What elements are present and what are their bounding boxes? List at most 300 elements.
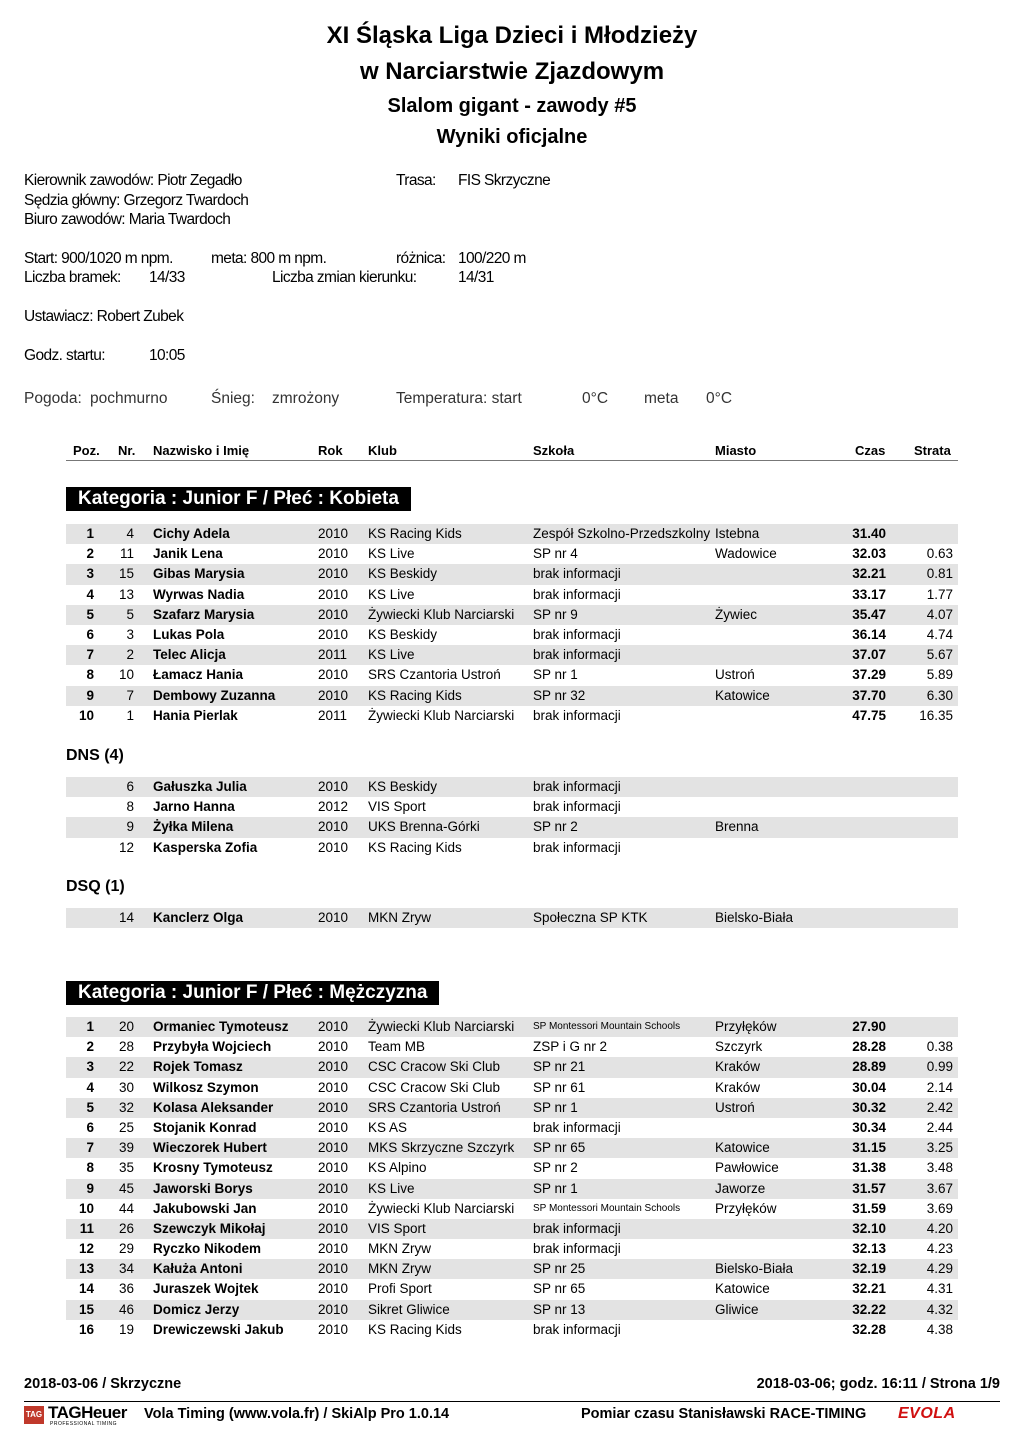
results-table-female — [66, 524, 958, 726]
cell-position: 1 — [86, 1019, 94, 1034]
cell-club: KS Beskidy — [368, 626, 438, 642]
cell-position: 15 — [78, 1301, 94, 1317]
cell-time: 32.19 — [852, 1261, 886, 1277]
cell-year: 2012 — [318, 799, 349, 815]
cell-position: 4 — [86, 1079, 94, 1095]
trasa-value: FIS Skrzyczne — [458, 172, 551, 189]
cell-city: Gliwice — [715, 1301, 759, 1317]
col-strata: Strata — [914, 443, 951, 458]
roznica-value: 100/220 m — [458, 250, 526, 267]
cell-position: 4 — [86, 586, 94, 602]
cell-name: Rojek Tomasz — [153, 1059, 243, 1075]
cell-position: 2 — [86, 1039, 94, 1055]
cell-school: Społeczna SP KTK — [533, 910, 648, 925]
table-row — [66, 544, 958, 564]
cell-name: Drewiczewski Jakub — [153, 1321, 284, 1337]
cell-school: brak informacji — [533, 1241, 621, 1257]
cell-school: SP nr 4 — [533, 546, 578, 562]
cell-year: 2010 — [318, 1261, 349, 1277]
cell-name: Juraszek Wojtek — [153, 1281, 259, 1297]
cell-club: CSC Cracow Ski Club — [368, 1079, 501, 1095]
cell-club: KS Live — [368, 1180, 415, 1196]
cell-time: 28.28 — [852, 1039, 886, 1055]
cell-bib-number: 1 — [126, 707, 134, 723]
cell-club: Żywiecki Klub Narciarski — [368, 1200, 515, 1216]
cell-time: 31.15 — [852, 1140, 886, 1156]
cell-name: Szafarz Marysia — [153, 606, 255, 622]
cell-club: Żywiecki Klub Narciarski — [368, 707, 515, 723]
cell-time: 32.13 — [852, 1241, 886, 1257]
cell-bib-number: 28 — [118, 1039, 134, 1055]
cell-name: Kasperska Zofia — [153, 839, 258, 855]
cell-position: 11 — [79, 1220, 94, 1236]
cell-position: 1 — [86, 526, 94, 541]
temp-start: 0°C — [582, 390, 609, 407]
cell-club: KS Racing Kids — [368, 1321, 462, 1337]
cell-position: 10 — [78, 1200, 94, 1216]
cell-year: 2010 — [318, 1200, 349, 1216]
cell-city: Ustroń — [715, 667, 755, 683]
cell-gap: 4.29 — [926, 1261, 953, 1277]
cell-school: ZSP i G nr 2 — [533, 1039, 608, 1055]
cell-year: 2010 — [318, 839, 349, 855]
cell-gap: 2.44 — [926, 1119, 953, 1135]
cell-year: 2010 — [318, 606, 349, 622]
cell-position: 6 — [86, 626, 94, 642]
cell-position: 6 — [86, 1119, 94, 1135]
cell-time: 32.21 — [852, 1281, 886, 1297]
godz-label: Godz. startu: — [24, 347, 105, 364]
cell-city: Katowice — [715, 687, 770, 703]
cell-name: Kanclerz Olga — [153, 910, 244, 925]
cell-club: MKS Skrzyczne Szczyrk — [368, 1140, 515, 1156]
col-czas: Czas — [855, 443, 886, 458]
cell-school: SP nr 1 — [533, 1180, 578, 1196]
cell-school: SP nr 25 — [533, 1261, 586, 1277]
cell-year: 2010 — [318, 1119, 349, 1135]
table-row — [66, 1158, 958, 1178]
table-row — [66, 1259, 958, 1279]
cell-gap: 4.32 — [926, 1301, 953, 1317]
cell-time: 37.29 — [852, 667, 886, 683]
cell-name: Lukas Pola — [153, 626, 225, 642]
cell-club: KS Beskidy — [368, 566, 438, 582]
cell-name: Przybyła Wojciech — [153, 1039, 272, 1055]
cell-city: Bielsko-Biała — [715, 910, 794, 925]
cell-city: Bielsko-Biała — [715, 1261, 794, 1277]
cell-school: brak informacji — [533, 586, 621, 602]
cell-bib-number: 39 — [118, 1140, 134, 1156]
cell-time: 35.47 — [852, 606, 886, 622]
cell-city: Brenna — [715, 819, 759, 835]
cell-time: 47.75 — [852, 707, 886, 723]
cell-school: SP nr 1 — [533, 667, 578, 683]
bramki-label: Liczba bramek: — [24, 269, 121, 286]
table-row — [66, 1098, 958, 1118]
cell-club: Żywiecki Klub Narciarski — [368, 606, 515, 622]
temp-meta-label: meta — [644, 390, 679, 407]
footer-date-place: 2018-03-06 / Skrzyczne — [24, 1376, 182, 1392]
cell-name: Kolasa Aleksander — [153, 1099, 274, 1115]
cell-club: CSC Cracow Ski Club — [368, 1059, 501, 1075]
cell-school: SP nr 13 — [533, 1301, 586, 1317]
cell-time: 32.21 — [852, 566, 886, 582]
cell-gap: 0.38 — [926, 1039, 953, 1055]
title-line-1: XI Śląska Liga Dzieci i Młodzieży — [326, 22, 698, 49]
cell-school: brak informacji — [533, 566, 621, 582]
cell-club: KS Beskidy — [368, 779, 438, 794]
cell-name: Kałuża Antoni — [153, 1261, 243, 1277]
cell-city: Ustroń — [715, 1099, 755, 1115]
table-row — [66, 665, 958, 685]
cell-club: KS Racing Kids — [368, 687, 462, 703]
cell-city: Żywiec — [715, 606, 758, 622]
cell-school: brak informacji — [533, 647, 621, 663]
cell-bib-number: 5 — [126, 606, 134, 622]
cell-gap: 3.48 — [926, 1160, 953, 1176]
cell-position: 9 — [86, 687, 94, 703]
table-row — [66, 777, 958, 797]
cell-time: 32.22 — [852, 1301, 886, 1317]
table-row — [66, 1300, 958, 1320]
table-row — [66, 524, 958, 544]
cell-city: Kraków — [715, 1079, 761, 1095]
cell-year: 2010 — [318, 1099, 349, 1115]
bramki-value: 14/33 — [149, 269, 185, 286]
col-rok: Rok — [318, 443, 343, 458]
start-info: Start: 900/1020 m npm. — [24, 250, 173, 267]
col-szkola: Szkoła — [533, 443, 575, 458]
cell-bib-number: 35 — [118, 1160, 134, 1176]
cell-school: brak informacji — [533, 626, 621, 642]
cell-time: 31.40 — [852, 526, 886, 541]
cell-club: Profi Sport — [368, 1281, 432, 1297]
cell-bib-number: 30 — [118, 1079, 134, 1095]
cell-school: brak informacji — [533, 1321, 621, 1337]
table-row — [66, 686, 958, 706]
tagheuer-logo: TAGHeuer — [48, 1403, 127, 1422]
cell-year: 2010 — [318, 819, 349, 835]
temp-label: Temperatura: start — [396, 390, 522, 407]
cell-gap: 4.20 — [926, 1220, 953, 1236]
cell-school: SP Montessori Mountain Schools — [533, 1021, 681, 1032]
cell-bib-number: 36 — [118, 1281, 134, 1297]
cell-club: KS Racing Kids — [368, 526, 462, 541]
cell-time: 32.03 — [852, 546, 886, 562]
dns-table — [66, 777, 958, 858]
cell-bib-number: 20 — [118, 1019, 134, 1034]
cell-position: 12 — [78, 1241, 94, 1257]
cell-year: 2011 — [318, 707, 348, 723]
cell-time: 32.28 — [852, 1321, 886, 1337]
table-row — [66, 706, 958, 726]
tagheuer-shield-icon: TAG — [24, 1406, 44, 1424]
vola-logo: EVOLA — [898, 1405, 956, 1422]
footer-page-info: 2018-03-06; godz. 16:11 / Strona 1/9 — [756, 1376, 1000, 1392]
cell-year: 2010 — [318, 1039, 349, 1055]
cell-club: Team MB — [368, 1039, 426, 1055]
cell-school: SP nr 61 — [533, 1079, 586, 1095]
cell-name: Żyłka Milena — [153, 819, 234, 835]
cell-position: 7 — [86, 1140, 94, 1156]
cell-bib-number: 32 — [118, 1099, 134, 1115]
biuro-info: Biuro zawodów: Maria Twardoch — [24, 211, 231, 228]
dsq-table — [66, 908, 958, 928]
cell-position: 16 — [78, 1321, 94, 1337]
table-row — [66, 1239, 958, 1259]
cell-bib-number: 10 — [118, 667, 134, 683]
cell-bib-number: 15 — [118, 566, 134, 582]
cell-name: Gałuszka Julia — [153, 779, 247, 794]
zmiany-value: 14/31 — [458, 269, 494, 286]
cell-gap: 0.81 — [926, 566, 953, 582]
cell-name: Wilkosz Szymon — [153, 1079, 259, 1095]
cell-bib-number: 11 — [119, 546, 134, 562]
cell-club: KS AS — [368, 1119, 408, 1135]
cell-school: Zespół Szkolno-Przedszkolny — [533, 526, 711, 541]
cell-school: SP nr 2 — [533, 819, 578, 835]
cell-year: 2010 — [318, 1019, 349, 1034]
cell-name: Szewczyk Mikołaj — [153, 1220, 266, 1236]
tagheuer-subtitle: PROFESSIONAL TIMING — [50, 1421, 118, 1427]
cell-time: 28.89 — [852, 1059, 886, 1075]
cell-club: SRS Czantoria Ustroń — [368, 1099, 501, 1115]
table-row — [66, 645, 958, 665]
cell-gap: 4.74 — [926, 626, 953, 642]
cell-bib-number: 12 — [118, 839, 134, 855]
cell-gap: 16.35 — [919, 707, 953, 723]
cell-time: 31.57 — [852, 1180, 886, 1196]
table-row — [66, 817, 958, 837]
cell-gap: 3.25 — [926, 1140, 953, 1156]
cell-gap: 5.67 — [926, 647, 953, 663]
cell-name: Jarno Hanna — [153, 799, 235, 815]
table-row — [66, 797, 958, 817]
table-row — [66, 838, 958, 858]
cell-bib-number: 45 — [118, 1180, 134, 1196]
cell-position: 2 — [86, 546, 94, 562]
cell-name: Ormaniec Tymoteusz — [153, 1019, 289, 1034]
column-header-row — [66, 442, 958, 461]
table-row — [66, 564, 958, 584]
cell-position: 7 — [86, 647, 94, 663]
cell-school: brak informacji — [533, 707, 621, 723]
table-row — [66, 1118, 958, 1138]
cell-gap: 5.89 — [926, 667, 953, 683]
cell-school: SP nr 65 — [533, 1281, 586, 1297]
cell-school: SP nr 9 — [533, 606, 578, 622]
cell-gap: 4.38 — [926, 1321, 953, 1337]
cell-gap: 3.69 — [926, 1200, 953, 1216]
cell-school: SP nr 32 — [533, 687, 586, 703]
cell-year: 2010 — [318, 1059, 349, 1075]
snieg-label: Śnieg: — [211, 390, 255, 407]
table-row — [66, 1199, 958, 1219]
cell-bib-number: 34 — [118, 1261, 134, 1277]
cell-club: Sikret Gliwice — [368, 1301, 450, 1317]
cell-position: 3 — [86, 566, 94, 582]
cell-school: SP Montessori Mountain Schools — [533, 1202, 681, 1214]
table-row — [66, 1057, 958, 1077]
cell-gap: 0.99 — [926, 1059, 953, 1075]
col-poz: Poz. — [73, 443, 100, 458]
event-title: Slalom gigant - zawody #5 — [387, 95, 637, 117]
cell-gap: 3.67 — [926, 1180, 953, 1196]
cell-bib-number: 8 — [126, 799, 134, 815]
cell-year: 2010 — [318, 1160, 349, 1176]
cell-club: UKS Brenna-Górki — [368, 819, 480, 835]
meta-info: meta: 800 m npm. — [211, 250, 327, 267]
table-row — [66, 1179, 958, 1199]
results-table-male — [66, 1017, 958, 1340]
table-row — [66, 1279, 958, 1299]
cell-school: SP nr 65 — [533, 1140, 586, 1156]
cell-city: Istebna — [715, 526, 760, 541]
roznica-label: różnica: — [396, 250, 446, 267]
cell-bib-number: 29 — [118, 1241, 134, 1257]
cell-name: Krosny Tymoteusz — [153, 1160, 273, 1176]
cell-year: 2010 — [318, 546, 349, 562]
cell-school: SP nr 2 — [533, 1160, 578, 1176]
cell-club: KS Live — [368, 586, 415, 602]
cell-bib-number: 22 — [118, 1059, 134, 1075]
cell-city: Szczyrk — [715, 1039, 763, 1055]
cell-time: 37.07 — [852, 647, 886, 663]
cell-position: 3 — [86, 1059, 94, 1075]
cell-year: 2010 — [318, 586, 349, 602]
cell-club: MKN Zryw — [368, 910, 431, 925]
cell-city: Jaworze — [715, 1180, 766, 1196]
cell-city: Katowice — [715, 1140, 770, 1156]
cell-school: brak informacji — [533, 1220, 621, 1236]
cell-school: brak informacji — [533, 1119, 621, 1135]
footer-divider — [24, 1401, 1000, 1402]
cell-city: Katowice — [715, 1281, 770, 1297]
vola-credit: Vola Timing (www.vola.fr) / SkiAlp Pro 1.0.14 — [144, 1406, 450, 1422]
trasa-label: Trasa: — [396, 172, 436, 189]
table-row — [66, 908, 958, 928]
cell-name: Wieczorek Hubert — [153, 1140, 267, 1156]
col-name: Nazwisko i Imię — [153, 443, 250, 458]
cell-school: brak informacji — [533, 779, 621, 794]
cell-year: 2010 — [318, 1321, 349, 1337]
cell-time: 30.34 — [852, 1119, 886, 1135]
cell-bib-number: 26 — [118, 1220, 134, 1236]
table-row — [66, 585, 958, 605]
cell-name: Hania Pierlak — [153, 707, 238, 723]
cell-name: Domicz Jerzy — [153, 1301, 240, 1317]
cell-name: Jaworski Borys — [153, 1180, 253, 1196]
cell-gap: 6.30 — [926, 687, 953, 703]
cell-name: Gibas Marysia — [153, 566, 245, 582]
cell-club: KS Live — [368, 546, 415, 562]
cell-time: 32.10 — [852, 1220, 886, 1236]
cell-position: 14 — [78, 1281, 94, 1297]
cell-club: VIS Sport — [368, 1220, 426, 1236]
cell-year: 2010 — [318, 1220, 349, 1236]
cell-bib-number: 44 — [118, 1200, 134, 1216]
sedzia-info: Sędzia główny: Grzegorz Twardoch — [24, 192, 249, 209]
cell-time: 30.04 — [852, 1079, 886, 1095]
cell-bib-number: 46 — [118, 1301, 134, 1317]
cell-year: 2010 — [318, 1301, 349, 1317]
cell-club: KS Racing Kids — [368, 839, 462, 855]
table-row — [66, 1320, 958, 1340]
cell-gap: 4.07 — [926, 606, 953, 622]
cell-bib-number: 19 — [118, 1321, 134, 1337]
cell-name: Cichy Adela — [153, 526, 230, 541]
col-nr: Nr. — [118, 443, 136, 458]
cell-position: 8 — [86, 667, 94, 683]
cell-time: 30.32 — [852, 1099, 886, 1115]
cell-club: MKN Zryw — [368, 1241, 431, 1257]
cell-year: 2010 — [318, 626, 349, 642]
cell-time: 27.90 — [852, 1019, 886, 1034]
cell-name: Janik Lena — [153, 546, 223, 562]
cell-year: 2010 — [318, 526, 349, 541]
cell-city: Przyłęków — [715, 1019, 777, 1034]
table-row — [66, 1037, 958, 1057]
cell-year: 2010 — [318, 667, 349, 683]
table-row — [66, 605, 958, 625]
cell-bib-number: 9 — [126, 819, 134, 835]
cell-school: brak informacji — [533, 799, 621, 815]
cell-year: 2010 — [318, 1241, 349, 1257]
kierownik-info: Kierownik zawodów: Piotr Zegadło — [24, 172, 242, 189]
cell-city: Kraków — [715, 1059, 761, 1075]
cell-position: 5 — [86, 1099, 94, 1115]
cell-year: 2010 — [318, 779, 349, 794]
cell-school: SP nr 21 — [533, 1059, 586, 1075]
cell-year: 2010 — [318, 1079, 349, 1095]
cell-bib-number: 2 — [126, 647, 134, 663]
cell-city: Pawłowice — [715, 1160, 779, 1176]
cell-club: SRS Czantoria Ustroń — [368, 667, 501, 683]
title-line-2: w Narciarstwie Zjazdowym — [359, 58, 665, 85]
cell-school: brak informacji — [533, 839, 621, 855]
cell-bib-number: 7 — [126, 687, 134, 703]
cell-time: 37.70 — [852, 687, 886, 703]
pogoda-label: Pogoda: — [24, 390, 82, 407]
cell-name: Stojanik Konrad — [153, 1119, 257, 1135]
cell-name: Jakubowski Jan — [153, 1200, 257, 1216]
cell-city: Wadowice — [715, 546, 777, 562]
cell-year: 2010 — [318, 566, 349, 582]
cell-time: 31.59 — [852, 1200, 886, 1216]
zmiany-label: Liczba zmian kierunku: — [272, 269, 417, 286]
cell-position: 8 — [86, 1160, 94, 1176]
cell-gap: 4.31 — [926, 1281, 953, 1297]
table-row — [66, 1078, 958, 1098]
cell-club: MKN Zryw — [368, 1261, 431, 1277]
cell-year: 2010 — [318, 910, 349, 925]
cell-time: 36.14 — [852, 626, 886, 642]
cell-name: Ryczko Nikodem — [153, 1241, 262, 1257]
cell-year: 2010 — [318, 687, 349, 703]
results-title: Wyniki oficjalne — [436, 126, 588, 148]
cell-bib-number: 3 — [126, 626, 134, 642]
cell-bib-number: 13 — [118, 586, 134, 602]
pomiar-credit: Pomiar czasu Stanisławski RACE-TIMING — [581, 1406, 867, 1422]
table-row — [66, 625, 958, 645]
cell-name: Łamacz Hania — [153, 667, 244, 683]
snieg-value: zmrożony — [272, 390, 340, 407]
cell-year: 2010 — [318, 1140, 349, 1156]
cell-club: Żywiecki Klub Narciarski — [368, 1019, 515, 1034]
cell-bib-number: 6 — [126, 779, 134, 794]
cell-bib-number: 4 — [126, 526, 134, 541]
cell-position: 9 — [86, 1180, 94, 1196]
